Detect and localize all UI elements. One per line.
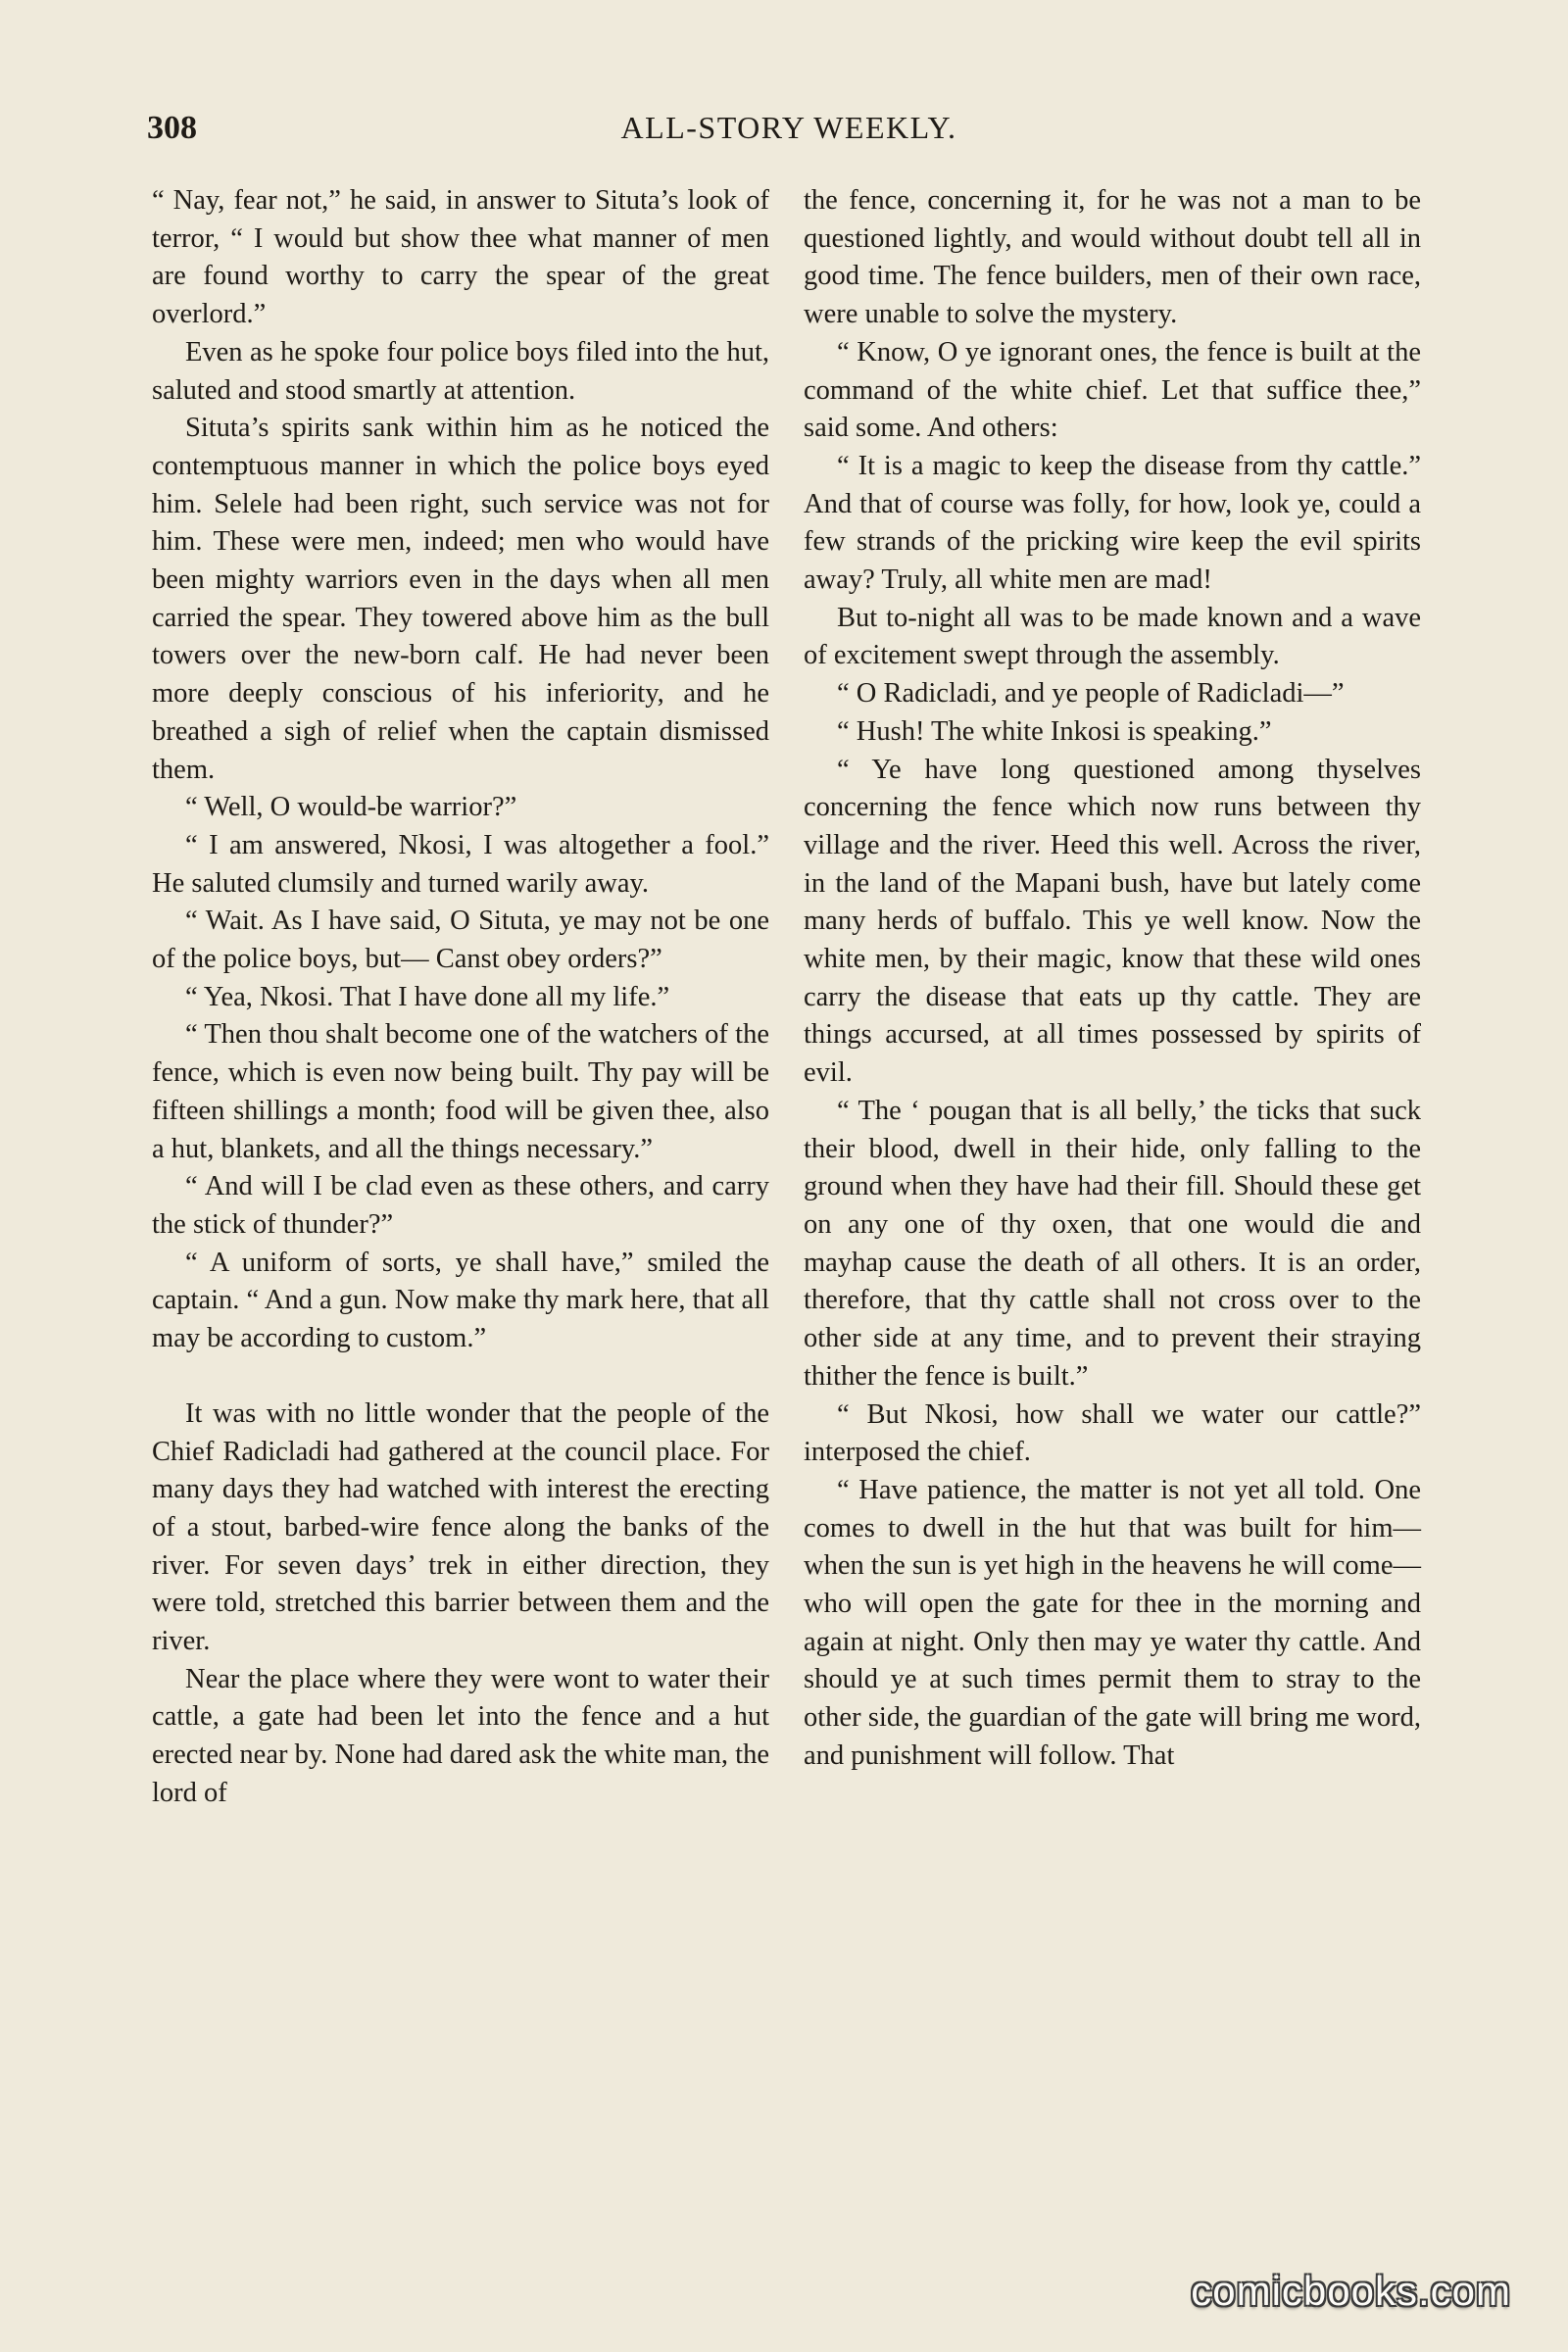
running-title: ALL-STORY WEEKLY. [620,110,957,145]
paragraph: “ It is a magic to keep the disease from thy cattle.” And that of course was folly, for how, look ye, could a few strands of the pricking wire keep the evil spirits away? Truly, all white men are mad! [804,450,1421,596]
paragraph: “ Know, O ye ignorant ones, the fence is built at the command of the white chief. Let that suffice thee,” said some. And others: [804,336,1421,444]
page-number: 308 [147,110,197,146]
page-header [147,110,1431,159]
paragraph: “ Ye have long questioned among thyselves concerning the fence which now runs between thy village and the river. Heed this well. Across the river, in the land of the Mapani bush, have but lately come many herds of buffalo. This ye well know. Now the white men, by their magic, know that these wild ones carry the disease that eats up thy cattle. They are things accursed, at all times possessed by spirits of evil. [804,754,1421,1089]
left-column [152,182,769,1813]
paragraph: “ O Radicladi, and ye people of Radicladi—” [837,678,1345,710]
paragraph: “ Yea, Nkosi. That I have done all my life.” [185,981,670,1012]
paragraph: the fence, concerning it, for he was not a man to be questioned lightly, and would without doubt tell all in good time. The fence builders, men of their own race, were unable to solve the mystery. [804,185,1421,330]
paragraph: Situta’s spirits sank within him as he noticed the contemptuous manner in which the police boys eyed him. Selele had been right, such service was not for him. These were men, indeed; men who would have been mighty warriors even in the days when all men carried the spear. They towered above him as the bull towers over the new-born calf. He had never been more deeply conscious of his inferiority, and he breathed a sigh of relief when the captain dismissed them. [152,413,769,785]
paragraph: It was with no little wonder that the people of the Chief Radicladi had gathered at the council place. For many days they had watched with interest the erecting of a stout, barbed-wire fence along the banks of the river. For seven days’ trek in either direction, they were told, stretched this barrier between them and the river. [152,1397,769,1657]
paragraph: “ And will I be clad even as these others, and carry the stick of thunder?” [152,1171,769,1240]
paragraph: Near the place where they were wont to water their cattle, a gate had been let into the fence and a hut erected near by. None had dared ask the white man, the lord of [152,1663,769,1808]
paragraph: “ Nay, fear not,” he said, in answer to Situta’s look of terror, “ I would but show thee what manner of men are found worthy to carry the spear of the great overlord.” [152,185,769,330]
paragraph: “ But Nkosi, how shall we water our cattle?” interposed the chief. [804,1398,1421,1468]
paragraph: Even as he spoke four police boys filed into the hut, saluted and stood smartly at attention. [152,336,769,406]
paragraph: “ The ‘ pougan that is all belly,’ the ticks that suck their blood, dwell in their hide, only falling to the ground when they have had their fill. Should these get on any one of thy oxen, that one would die and mayhap cause the death of all others. It is an order, therefore, that thy cattle shall not cross over to the other side at any time, and to prevent their straying thither the fence is built.” [804,1095,1421,1392]
paragraph: “ Wait. As I have said, O Situta, ye may not be one of the police boys, but— Canst obey orders?” [152,906,769,975]
watermark: comicbooks.com [1191,2268,1511,2314]
paragraph: “ I am answered, Nkosi, I was altogether a fool.” He saluted clumsily and turned warily away. [152,829,769,899]
paragraph: “ Hush! The white Inkosi is speaking.” [837,715,1272,747]
paragraph: “ Then thou shalt become one of the watchers of the fence, which is even now being built. Thy pay will be fifteen shillings a month; food will be given thee, also a hut, blankets, and all the things necessary.” [152,1019,769,1164]
right-column [804,182,1421,1776]
paragraph: “ Have patience, the matter is not yet all told. One comes to dwell in the hut that was built for him—when the sun is yet high in the heavens he will come—who will open the gate for thee in the morning and again at night. Only then may ye water thy cattle. And should ye at such times permit them to stray to the other side, the guardian of the gate will bring me word, and punishment will follow. That [804,1474,1421,1771]
paragraph: “ Well, O would-be warrior?” [185,792,517,823]
paragraph: But to-night all was to be made known and a wave of excitement swept through the assembly. [804,602,1421,671]
paragraph: “ A uniform of sorts, ye shall have,” smiled the captain. “ And a gun. Now make thy mark here, that all may be according to custom.” [152,1247,769,1354]
